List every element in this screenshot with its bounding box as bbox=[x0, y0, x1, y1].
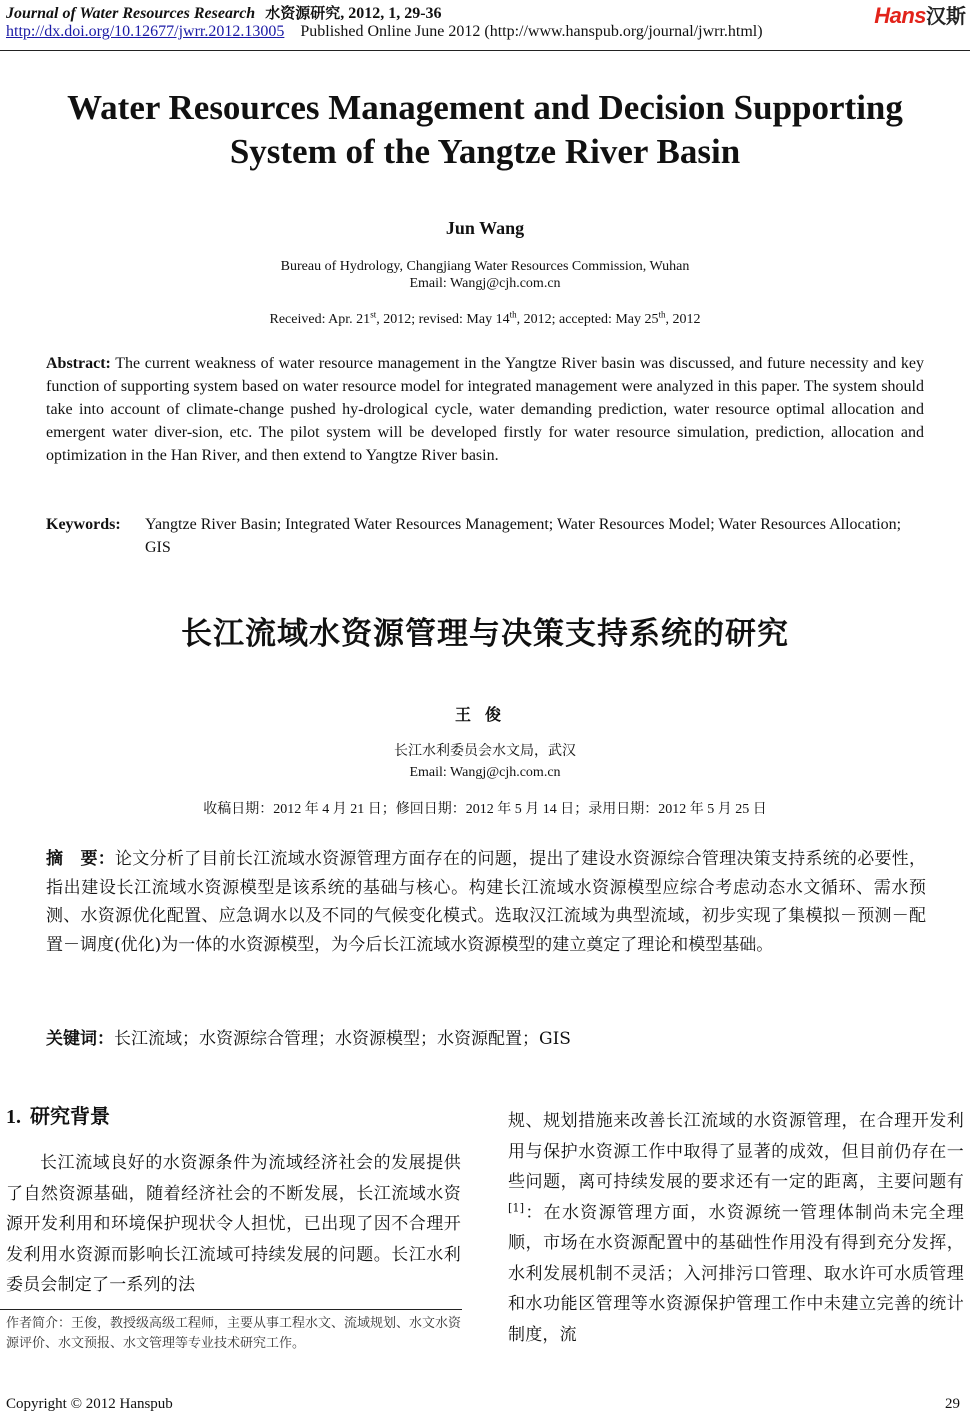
abstract-en bbox=[46, 352, 924, 467]
accepted-date: , 2012; accepted: May 25 bbox=[516, 312, 659, 327]
email-en: Email: Wangj@cjh.com.cn bbox=[409, 276, 561, 291]
body-column-right bbox=[508, 1106, 964, 1350]
dates-en bbox=[0, 309, 970, 328]
date-suffix: , 2012 bbox=[665, 312, 701, 327]
abstract-text-en: The current weakness of water resource management in the Yangtze River basin was discussed, and future necessity and key function of supporting system based on water resource model for integrated management were analyzed in this paper. The system should take into account of climate-change pushed hy-drological cycle, water demanding prediction, water resource optimal allocation and emergent water diver-sion, etc. The pilot system will be developed firstly for water resource simulation, prediction, allocation and optimization in the Han River, and then extend to Yangtze River basin. bbox=[46, 355, 924, 464]
author-en: Jun Wang bbox=[445, 218, 525, 238]
keywords-en bbox=[46, 513, 925, 559]
section-number: 1. bbox=[6, 1106, 21, 1128]
revised-date: , 2012; revised: May 14 bbox=[376, 312, 510, 327]
affiliation-text-zh: 长江水利委员会水文局，武汉 bbox=[394, 744, 576, 759]
journal-name-zh: 水资源研究 bbox=[265, 4, 341, 22]
abstract-text-zh: 论文分析了目前长江流域水资源管理方面存在的问题，提出了建设水资源综合管理决策支持系统的必要性，指出建设长江流域水资源模型是该系统的基础与核心。构建长江流域水资源模型应综合考虑动态水文循环、需水预测、水资源优化配置、应急调水以及不同的气候变化模式。选取汉江流域为典型流域，初步实现了集模拟－预测－配置－调度(优化)为一体的水资源模型，为今后长江流域水资源模型的建立奠定了理论和模型基础。 bbox=[46, 849, 927, 955]
paper-title-zh: 长江流域水资源管理与决策支持系统的研究 bbox=[181, 616, 789, 652]
abstract-zh bbox=[46, 845, 926, 959]
email-zh: Email: Wangj@cjh.com.cn bbox=[409, 765, 561, 780]
affiliation-text: Bureau of Hydrology, Changjiang Water Resources Commission, Wuhan bbox=[280, 259, 690, 274]
received-sup: st bbox=[370, 309, 377, 320]
affiliation-zh bbox=[0, 741, 970, 783]
title-line-1: Water Resources Management and Decision Supporting bbox=[67, 88, 903, 127]
affiliation-en bbox=[0, 258, 970, 292]
keywords-text-zh: 长江流域；水资源综合管理；水资源模型；水资源配置；GIS bbox=[114, 1029, 571, 1049]
section-heading bbox=[6, 1100, 110, 1129]
journal-issue: , 2012, 1, 29-36 bbox=[340, 5, 442, 22]
paper-title-en bbox=[0, 86, 970, 174]
logo-text-en: Hans bbox=[874, 3, 926, 28]
dates-zh: 收稿日期：2012 年 4 月 21 日；修回日期：2012 年 5 月 14 日；录用日期：2012 年 5 月 25 日 bbox=[203, 802, 767, 817]
received-date: Received: Apr. 21 bbox=[269, 312, 371, 327]
journal-name: Journal of Water Resources Research bbox=[6, 5, 256, 22]
keywords-label-en: Keywords: bbox=[46, 516, 121, 533]
title-line-2: System of the Yangtze River Basin bbox=[229, 132, 741, 171]
keywords-zh bbox=[46, 1024, 571, 1049]
page-number: 29 bbox=[945, 1396, 960, 1412]
revised-sup: th bbox=[509, 309, 517, 320]
logo-text-zh: 汉斯 bbox=[926, 4, 966, 28]
footnote-divider bbox=[0, 1309, 462, 1310]
abstract-label-zh: 摘 要： bbox=[46, 849, 116, 869]
author-footnote: 作者简介：王俊，教授级高级工程师，主要从事工程水文、流域规划、水文水资源评价、水文预报、水文管理等专业技术研究工作。 bbox=[6, 1316, 462, 1351]
body-column-left: 长江流域良好的水资源条件为流域经济社会的发展提供了自然资源基础，随着经济社会的不断发展，长江流域水资源开发利用和环境保护现状令人担忧，已出现了因不合理开发利用水资源而影响长江流域可持续发展的问题。长江水利委员会制定了一系列的法 bbox=[6, 1153, 461, 1295]
body-text-right-1: 规、规划措施来改善长江流域的水资源管理，在合理开发利用与保护水资源工作中取得了显著的成效，但目前仍存在一些问题，离可持续发展的要求还有一定的距离，主要问题有 bbox=[508, 1111, 964, 1192]
publisher-logo bbox=[874, 0, 966, 29]
journal-header bbox=[6, 2, 442, 23]
header-divider bbox=[0, 50, 970, 51]
citation-ref[interactable]: [1] bbox=[508, 1200, 525, 1214]
doi-link[interactable]: http://dx.doi.org/10.12677/jwrr.2012.13005 bbox=[6, 23, 285, 40]
body-text-right-2: ：在水资源管理方面，水资源统一管理体制尚未完全理顺，市场在水资源配置中的基础性作用没有得到充分发挥，水利发展机制不灵活；入河排污口管理、取水许可水质管理和水功能区管理等水资源保护管理工作中未建立完善的统计制度，流 bbox=[508, 1202, 964, 1345]
published-info: Published Online June 2012 (http://www.hanspub.org/journal/jwrr.html) bbox=[300, 23, 763, 40]
keywords-label-zh: 关键词： bbox=[46, 1029, 114, 1049]
abstract-label-en: Abstract: bbox=[46, 355, 111, 372]
journal-doi-line bbox=[6, 23, 763, 41]
copyright: Copyright © 2012 Hanspub bbox=[6, 1396, 173, 1412]
accepted-sup: th bbox=[658, 309, 666, 320]
keywords-text-en: Yangtze River Basin; Integrated Water Resources Management; Water Resources Model; Water Resources Allocation; GIS bbox=[145, 516, 902, 556]
author-zh: 王俊 bbox=[454, 707, 515, 724]
section-title: 研究背景 bbox=[30, 1104, 110, 1128]
